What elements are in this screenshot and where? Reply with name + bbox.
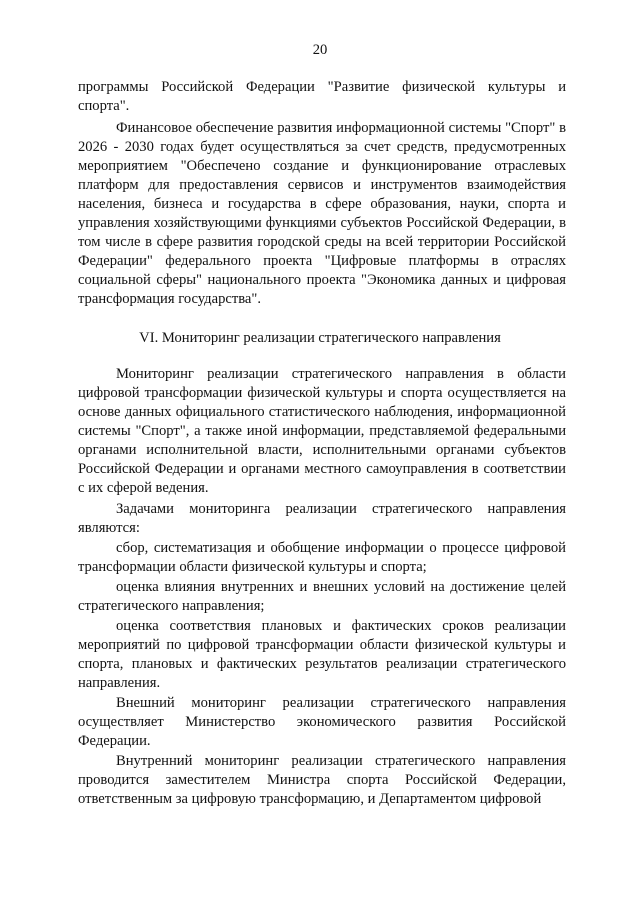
list-item-collection: сбор, систематизация и обобщение информации о процессе цифровой трансформации области физической культуры и спорта;	[78, 540, 566, 575]
list-item-compliance-assessment: оценка соответствия плановых и фактических сроков реализации мероприятий по цифровой трансформации области физической культуры и спорта, плановых и фактических результатов реализации стратегического направления.	[78, 618, 566, 691]
paragraph-internal-monitoring: Внутренний мониторинг реализации стратегического направления проводится заместителем Министра спорта Российской Федерации, ответственным за цифровую трансформацию, и Департаментом цифровой	[78, 753, 566, 807]
paragraph-monitoring-basis: Мониторинг реализации стратегического направления в области цифровой трансформации физической культуры и спорта осуществляется на основе данных официального статистического наблюдения, информационной системы "Спорт", а также иной информации, представляемой федеральными органами исполнительной власти, исполнительными органами субъектов Российской Федерации и органами местного самоуправления в соответствии с их сферой ведения.	[78, 366, 566, 496]
page-number: 20	[312, 42, 328, 58]
paragraph-financing: Финансовое обеспечение развития информационной системы "Спорт" в 2026 - 2030 годах будет осуществляться за счет средств, предусмотренных мероприятием "Обеспечено создание и функционирование отраслевых платформ для предоставления сервисов и инструментов взаимодействия населения, бизнеса и государства в сфере образования, науки, спорта и управления хозяйствующими функциями субъектов Российской Федерации, в том числе в сфере развития городской среды на всей территории Российской Федерации" федерального проекта "Цифровые платформы в отраслях социальной сферы" национального проекта "Экономика данных и цифровая трансформация государства".	[78, 120, 566, 307]
list-item-influence-assessment: оценка влияния внутренних и внешних условий на достижение целей стратегического направления;	[78, 579, 566, 614]
section-heading: VI. Мониторинг реализации стратегического направления	[139, 330, 501, 346]
paragraph-program-end: программы Российской Федерации "Развитие физической культуры и спорта".	[78, 79, 566, 114]
paragraph-external-monitoring: Внешний мониторинг реализации стратегического направления осуществляет Министерство экономического развития Российской Федерации.	[78, 695, 566, 749]
paragraph-monitoring-tasks: Задачами мониторинга реализации стратегического направления являются:	[78, 501, 566, 536]
